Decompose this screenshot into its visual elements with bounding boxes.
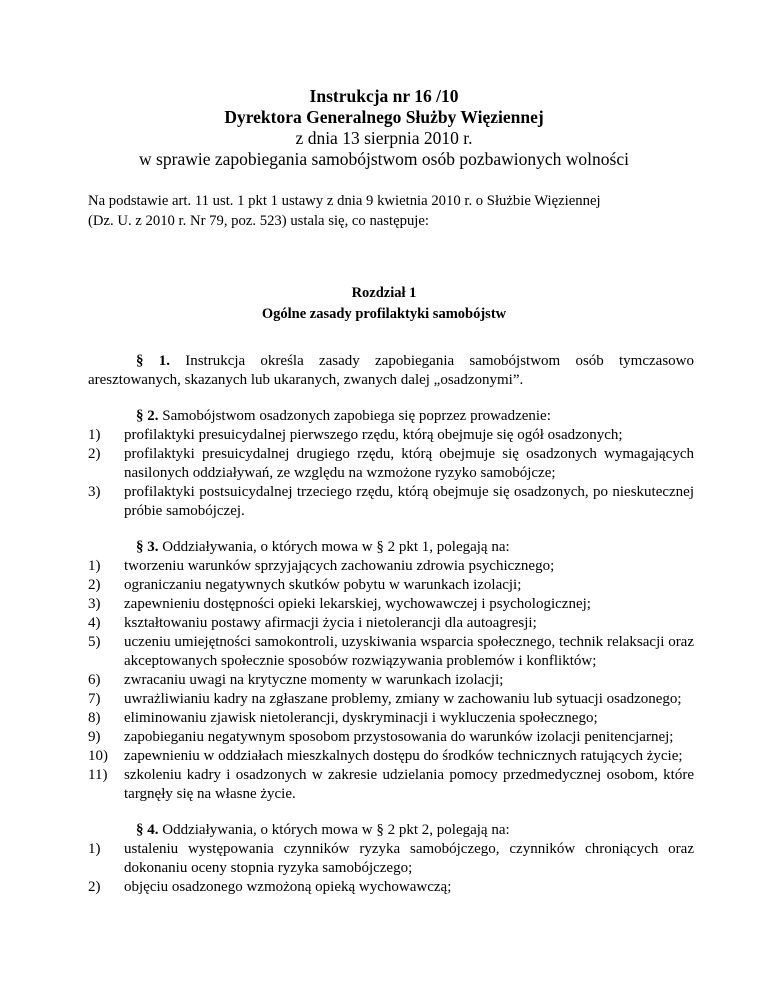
- item-text: uczeniu umiejętności samokontroli, uzyskiwania wsparcia społecznego, technik relaksacji oraz akceptowanych społecznie sposobów rozwiązywania problemów i konfliktów;: [124, 634, 694, 669]
- section-2-label: § 2.: [136, 408, 159, 424]
- item-number: 9): [88, 729, 101, 745]
- item-number: 3): [88, 596, 101, 612]
- list-item: [88, 728, 694, 747]
- item-number: 7): [88, 691, 101, 707]
- document-body: [88, 352, 694, 897]
- item-text: zapewnieniu w oddziałach mieszkalnych dostępu do środków technicznych ratujących życie;: [124, 748, 683, 764]
- issuer: Dyrektora Generalnego Służby Więziennej: [224, 107, 544, 127]
- section-2-text: Samobójstwom osadzonych zapobiega się poprzez prowadzenie:: [158, 408, 551, 424]
- list-item: [88, 595, 694, 614]
- legal-basis: [88, 191, 688, 231]
- list-item: [88, 633, 694, 671]
- section-2-list: [88, 426, 694, 521]
- issue-date: z dnia 13 sierpnia 2010 r.: [295, 128, 473, 148]
- section-3-text: Oddziaływania, o których mowa w § 2 pkt 1, polegają na:: [158, 539, 510, 555]
- subject: w sprawie zapobiegania samobójstwom osób pozbawionych wolności: [139, 149, 629, 169]
- item-text: profilaktyki presuicydalnej pierwszego rzędu, którą obejmuje się ogół osadzonych;: [124, 427, 623, 443]
- list-item: [88, 557, 694, 576]
- list-item: [88, 690, 694, 709]
- section-4-text: Oddziaływania, o których mowa w § 2 pkt 2, polegają na:: [158, 822, 510, 838]
- chapter-title: Ogólne zasady profilaktyki samobójstw: [261, 306, 507, 322]
- item-number: 2): [88, 879, 101, 895]
- item-number: 5): [88, 634, 101, 650]
- section-4-lead: [88, 821, 694, 840]
- item-text: szkoleniu kadry i osadzonych w zakresie udzielania pomocy przedmedycznej osobom, które targnęły się na własne życie.: [124, 767, 694, 802]
- section-2-lead: [88, 407, 694, 426]
- legal-basis-line-2: (Dz. U. z 2010 r. Nr 79, poz. 523) ustala się, co następuje:: [88, 213, 429, 229]
- item-number: 1): [88, 427, 101, 443]
- item-text: uwrażliwianiu kadry na zgłaszane problemy, zmiany w zachowaniu lub sytuacji osadzonego;: [124, 691, 682, 707]
- item-text: ustaleniu występowania czynników ryzyka samobójczego, czynników chroniących oraz dokonaniu oceny stopnia ryzyka samobójczego;: [124, 841, 694, 876]
- list-item: [88, 614, 694, 633]
- item-number: 10): [88, 748, 108, 764]
- section-1-text: Instrukcja określa zasady zapobiegania samobójstwom osób tymczasowo aresztowanych, skazanych lub ukaranych, zwanych dalej „osadzonymi”.: [88, 353, 694, 388]
- legal-basis-line-1: Na podstawie art. 11 ust. 1 pkt 1 ustawy z dnia 9 kwietnia 2010 r. o Służbie Więziennej: [88, 193, 601, 209]
- list-item: [88, 840, 694, 878]
- item-text: zapobieganiu negatywnym sposobom przystosowania do warunków izolacji penitencjarnej;: [124, 729, 674, 745]
- section-4-label: § 4.: [136, 822, 159, 838]
- list-item: [88, 445, 694, 483]
- list-item: [88, 426, 694, 445]
- item-text: ograniczaniu negatywnych skutków pobytu w warunkach izolacji;: [124, 577, 522, 593]
- item-number: 2): [88, 577, 101, 593]
- chapter-number: Rozdział 1: [351, 285, 417, 301]
- list-item: [88, 747, 694, 766]
- item-number: 1): [88, 841, 101, 857]
- item-text: profilaktyki presuicydalnej drugiego rzędu, którą obejmuje się osadzonych wymagających nasilonych oddziaływań, ze względu na wzmożone ryzyko samobójcze;: [124, 446, 694, 481]
- section-3-label: § 3.: [136, 539, 159, 555]
- list-item: [88, 709, 694, 728]
- item-text: objęciu osadzonego wzmożoną opieką wychowawczą;: [124, 879, 452, 895]
- chapter-heading: [0, 283, 768, 325]
- item-number: 2): [88, 446, 101, 462]
- item-number: 11): [88, 767, 108, 783]
- item-text: eliminowaniu zjawisk nietolerancji, dyskryminacji i wykluczenia społecznego;: [124, 710, 598, 726]
- item-number: 8): [88, 710, 101, 726]
- list-item: [88, 671, 694, 690]
- instruction-number: Instrukcja nr 16 /10: [309, 86, 459, 106]
- document-header: [0, 86, 768, 170]
- item-number: 4): [88, 615, 101, 631]
- item-text: kształtowaniu postawy afirmacji życia i nietolerancji dla autoagresji;: [124, 615, 537, 631]
- item-text: profilaktyki postsuicydalnej trzeciego rzędu, którą obejmuje się osadzonych, po nieskutecznej próbie samobójczej.: [124, 484, 694, 519]
- section-1: [88, 352, 694, 390]
- section-3-lead: [88, 538, 694, 557]
- section-1-label: § 1.: [136, 353, 170, 369]
- item-text: zwracaniu uwagi na krytyczne momenty w warunkach izolacji;: [124, 672, 504, 688]
- section-4-list: [88, 840, 694, 897]
- item-number: 6): [88, 672, 101, 688]
- item-number: 3): [88, 484, 101, 500]
- list-item: [88, 576, 694, 595]
- item-text: tworzeniu warunków sprzyjających zachowaniu zdrowia psychicznego;: [124, 558, 555, 574]
- item-text: zapewnieniu dostępności opieki lekarskiej, wychowawczej i psychologicznej;: [124, 596, 591, 612]
- list-item: [88, 878, 694, 897]
- list-item: [88, 766, 694, 804]
- item-number: 1): [88, 558, 101, 574]
- section-3-list: [88, 557, 694, 804]
- list-item: [88, 483, 694, 521]
